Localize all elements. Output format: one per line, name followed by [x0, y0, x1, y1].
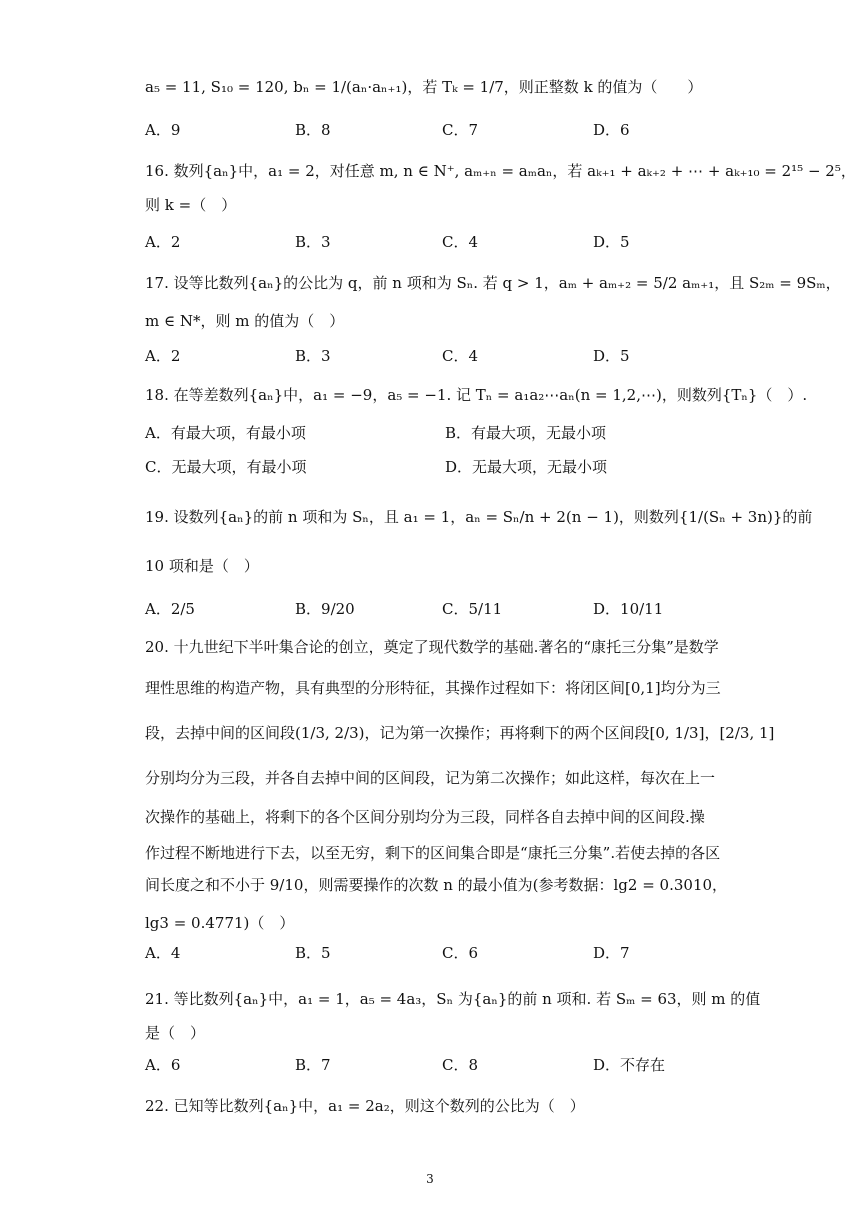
option-b: B．5: [295, 944, 331, 962]
question-line: 理性思维的构造产物，具有典型的分形特征，其操作过程如下：将闭区间[0,1]均分为三: [145, 679, 721, 697]
option-a: A．2: [145, 347, 181, 365]
option-b: B．8: [295, 121, 331, 139]
option-c: C．4: [442, 347, 479, 365]
question-line: 则 k =（ ）: [145, 196, 237, 214]
option-b: B．7: [295, 1056, 331, 1074]
question-line: 段，去掉中间的区间段(1/3, 2/3)，记为第一次操作；再将剩下的两个区间段[0, 1/3]，[2/3, 1]: [145, 724, 775, 742]
option-b: B．9/20: [295, 600, 355, 618]
question-line: 10 项和是（ ）: [145, 557, 259, 575]
option-b: B．3: [295, 233, 331, 251]
question-line: m ∈ N*，则 m 的值为（ ）: [145, 312, 345, 330]
option-row: [145, 119, 745, 143]
option-b: D．无最大项，无最小项: [445, 458, 608, 476]
question-line: a₅ = 11, S₁₀ = 120, bₙ = 1/(aₙ·aₙ₊₁)，若 Tₖ = 1/7，则正整数 k 的值为（ ）: [145, 78, 703, 96]
question-line: 作过程不断地进行下去，以至无穷，剩下的区间集合即是“康托三分集”.若使去掉的各区: [145, 844, 721, 862]
option-row: [145, 422, 745, 446]
option-d: D．5: [593, 233, 630, 251]
option-a: A．2: [145, 233, 181, 251]
option-row: [145, 1054, 745, 1078]
option-row: [145, 231, 745, 255]
option-b: B．有最大项，无最小项: [445, 424, 607, 442]
option-d: D．不存在: [593, 1056, 666, 1074]
question-line: 19. 设数列{aₙ}的前 n 项和为 Sₙ，且 a₁ = 1，aₙ = Sₙ/n + 2(n − 1)，则数列{1/(Sₙ + 3n)}的前: [145, 508, 813, 526]
option-a: A．6: [145, 1056, 181, 1074]
option-row: [145, 942, 745, 966]
option-a: A．4: [145, 944, 181, 962]
option-a: C．无最大项，有最小项: [145, 458, 307, 476]
option-row: [145, 345, 745, 369]
option-d: D．10/11: [593, 600, 664, 618]
option-c: C．5/11: [442, 600, 503, 618]
question-line: 18. 在等差数列{aₙ}中，a₁ = −9，a₅ = −1. 记 Tₙ = a₁a₂⋯aₙ(n = 1,2,⋯)，则数列{Tₙ}（ ）.: [145, 386, 808, 404]
option-c: C．7: [442, 121, 479, 139]
question-line: 21. 等比数列{aₙ}中，a₁ = 1，a₅ = 4a₃，Sₙ 为{aₙ}的前 n 项和. 若 Sₘ = 63，则 m 的值: [145, 990, 761, 1008]
page-number: 3: [426, 1172, 434, 1186]
question-line: 分别均分为三段，并各自去掉中间的区间段，记为第二次操作；如此这样，每次在上一: [145, 769, 716, 787]
question-line: 次操作的基础上，将剩下的各个区间分别均分为三段，同样各自去掉中间的区间段.操: [145, 808, 705, 826]
option-c: C．6: [442, 944, 479, 962]
question-line: lg3 = 0.4771)（ ）: [145, 914, 295, 932]
option-c: C．8: [442, 1056, 479, 1074]
question-line: 是（ ）: [145, 1024, 206, 1042]
option-row: [145, 456, 745, 480]
question-line: 16. 数列{aₙ}中，a₁ = 2，对任意 m, n ∈ N⁺, aₘ₊ₙ = aₘaₙ，若 aₖ₊₁ + aₖ₊₂ + ⋯ + aₖ₊₁₀ = 2¹⁵ − 2⁵，: [145, 162, 856, 180]
option-a: A．有最大项，有最小项: [145, 424, 306, 442]
option-d: D．7: [593, 944, 630, 962]
question-line: 20. 十九世纪下半叶集合论的创立，奠定了现代数学的基础.著名的“康托三分集”是数学: [145, 638, 719, 656]
option-c: C．4: [442, 233, 479, 251]
option-a: A．2/5: [145, 600, 195, 618]
option-d: D．5: [593, 347, 630, 365]
option-a: A．9: [145, 121, 181, 139]
question-line: 17. 设等比数列{aₙ}的公比为 q，前 n 项和为 Sₙ. 若 q > 1，aₘ + aₘ₊₂ = 5/2 aₘ₊₁，且 S₂ₘ = 9Sₘ，: [145, 274, 841, 292]
question-line: 22. 已知等比数列{aₙ}中，a₁ = 2a₂，则这个数列的公比为（ ）: [145, 1097, 585, 1115]
option-b: B．3: [295, 347, 331, 365]
option-d: D．6: [593, 121, 630, 139]
question-line: 间长度之和不小于 9/10，则需要操作的次数 n 的最小值为(参考数据：lg2 = 0.3010，: [145, 876, 728, 894]
option-row: [145, 598, 745, 622]
